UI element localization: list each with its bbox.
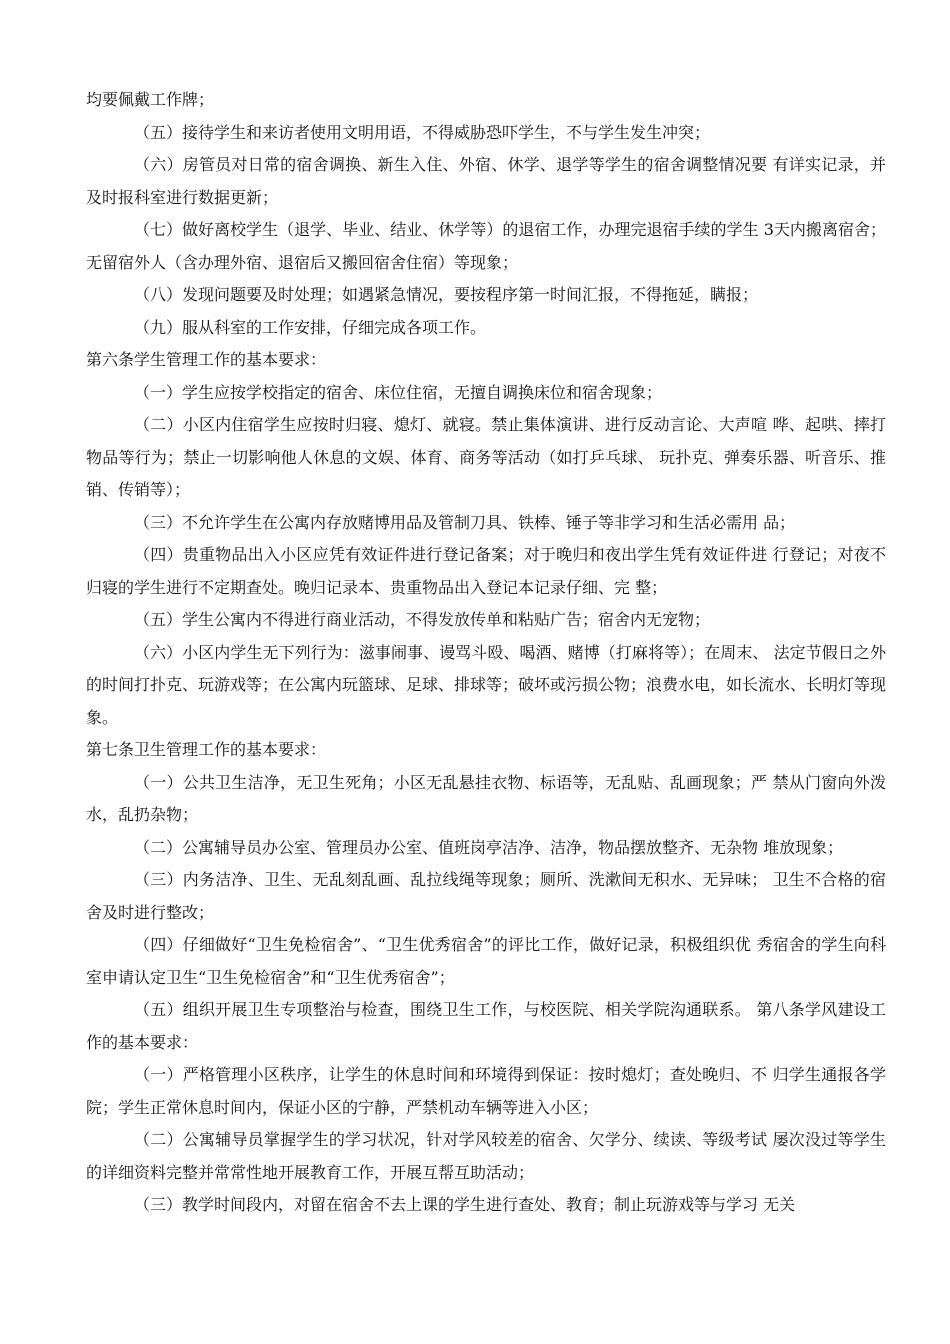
paragraph: （三）教学时间段内，对留在宿舍不去上课的学生进行查处、教育；制止玩游戏等与学习 无关 (134, 1195, 796, 1214)
paragraph: （一）严格管理小区秩序，让学生的休息时间和环境得到保证：按时熄灯；查处晚归、不 归学生通报各学院；学生正常休息时间内，保证小区的宁静，严禁机动车辆等进入小区； (86, 1065, 886, 1117)
paragraph: （四）仔细做好“卫生免检宿舍”、“卫生优秀宿舍”的评比工作，做好记录，积极组织优 秀宿舍的学生向科室申请认定卫生“卫生免检宿舍”和“卫生优秀宿舍”； (86, 935, 886, 987)
paragraph: （二）小区内住宿学生应按时归寝、熄灯、就寝。禁止集体演讲、进行反动言论、大声喧 哗、起哄、摔打物品等行为；禁止一切影响他人休息的文娱、体育、商务等活动（如打乒乓球、 玩扑克、弹奏乐器、听音乐、推销、传销等）； (86, 415, 886, 499)
paragraph: （四）贵重物品出入小区应凭有效证件进行登记备案；对于晚归和夜出学生凭有效证件进 行登记；对夜不归寝的学生进行不定期查处。晚归记录本、贵重物品出入登记本记录仔细、完 整； (86, 545, 886, 597)
paragraph: （七）做好离校学生（退学、毕业、结业、休学等）的退宿工作，办理完退宿手续的学生 3天内搬离宿舍；无留宿外人（含办理外宿、退宿后又搬回宿舍住宿）等现象； (86, 220, 886, 272)
document-page (86, 84, 886, 1222)
paragraph: （二）公寓辅导员掌握学生的学习状况，针对学风较差的宿舍、欠学分、续读、等级考试 屡次没过等学生的详细资料完整并常常性地开展教育工作，开展互帮互助活动； (86, 1130, 886, 1182)
paragraph: （二）公寓辅导员办公室、管理员办公室、值班岗亭洁净、洁净，物品摆放整齐、无杂物 堆放现象； (134, 837, 844, 857)
section-heading: 第六条学生管理工作的基本要求： (86, 350, 327, 369)
paragraph: （一）学生应按学校指定的宿舍、床位住宿，无擅自调换床位和宿舍现象； (134, 382, 663, 402)
section-heading: 第七条卫生管理工作的基本要求： (86, 740, 327, 759)
paragraph: （三）内务洁净、卫生、无乱刻乱画、乱拉线绳等现象；厕所、洗漱间无积水、无异味； 卫生不合格的宿舍及时进行整改； (86, 870, 886, 922)
paragraph: （三）不允许学生在公寓内存放赌博用品及管制刀具、铁棒、锤子等非学习和生活必需用 品； (134, 512, 796, 532)
paragraph: （六）小区内学生无下列行为：滋事闹事、谩骂斗殴、喝酒、赌博（打麻将等）；在周末、 法定节假日之外的时间打扑克、玩游戏等；在公寓内玩篮球、足球、排球等；破坏或污损公物；浪费水电，如长流水、长明灯等现象。 (86, 642, 887, 727)
paragraph: （五）学生公寓内不得进行商业活动，不得发放传单和粘贴广告；宿舍内无宠物； (134, 610, 711, 629)
paragraph: （八）发现问题要及时处理；如遇紧急情况，要按程序第一时间汇报，不得拖延，瞒报； (134, 285, 759, 304)
paragraph: 均要佩戴工作牌； (86, 90, 215, 109)
paragraph: （九）服从科室的工作安排，仔细完成各项工作。 (134, 317, 487, 337)
paragraph: （六）房管员对日常的宿舍调换、新生入住、外宿、休学、退学等学生的宿舍调整情况要 有详实记录，并及时报科室进行数据更新； (86, 155, 886, 207)
paragraph: （五）接待学生和来访者使用文明用语，不得威胁恐吓学生，不与学生发生冲突； (134, 122, 711, 142)
paragraph: （一）公共卫生洁净，无卫生死角；小区无乱悬挂衣物、标语等，无乱贴、乱画现象；严 禁从门窗向外泼水，乱扔杂物； (86, 772, 886, 824)
paragraph: （五）组织开展卫生专项整治与检查，围绕卫生工作，与校医院、相关学院沟通联系。 第八条学风建设工作的基本要求： (86, 1000, 886, 1052)
